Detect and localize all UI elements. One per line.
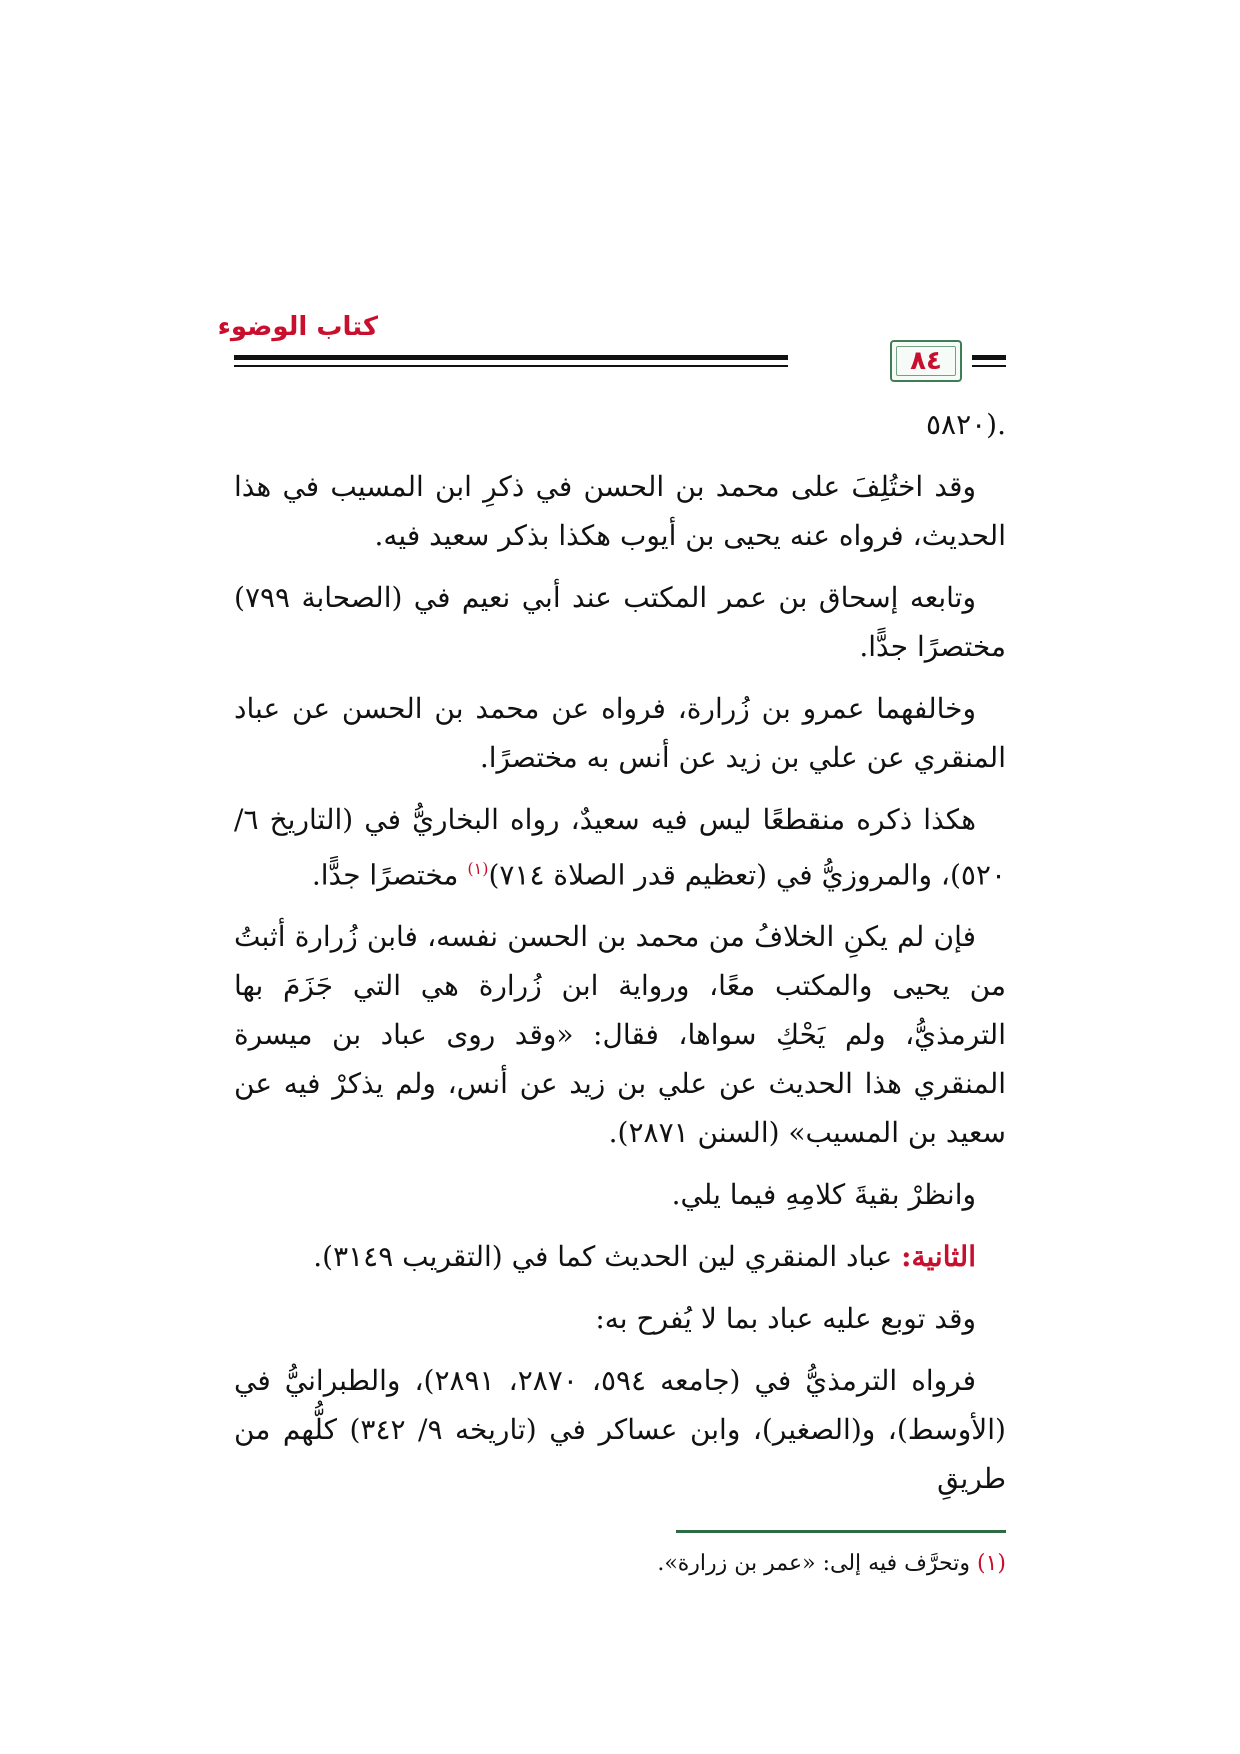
header-rule-thick-right	[972, 355, 1006, 360]
header-rule-thin	[234, 365, 788, 367]
paragraph-with-footnote	[234, 795, 1006, 899]
paragraph: وانظرْ بقيةَ كلامِهِ فيما يلي.	[671, 1178, 976, 1212]
page-number: ٨٤	[910, 346, 942, 376]
footnote-text: وتحرَّف فيه إلى: «عمر بن زرارة».	[657, 1551, 977, 1576]
footnote-number: (١)	[976, 1551, 1006, 1576]
paragraph-text: مختصرًا جدًّا.	[311, 858, 468, 892]
paragraph-text: هكذا ذكره منقطعًا ليس فيه سعيدٌ، رواه البخاريُّ في (التاريخ ٦/ ٥٢٠)، والمروزيُّ في (تعظيم قدر الصلاة ٧١٤)	[234, 803, 1006, 892]
book-title: كتاب الوضوء	[217, 312, 378, 342]
page-number-badge	[890, 340, 962, 382]
main-text	[234, 400, 1006, 1516]
paragraph: فإن لم يكنِ الخلافُ من محمد بن الحسن نفسه، فابن زُرارة أثبتُ من يحيى والمكتب معًا، ورواية ابن زُرارة هي التي جَزَمَ بها الترمذيُّ، ولم يَحْكِ سواها، فقال: «وقد روى عباد بن ميسرة المنقري هذا الحديث عن علي بن زيد عن أنس، ولم يذكرْ فيه عن سعيد بن المسيب» (السنن ٢٨٧١).	[234, 920, 1006, 1150]
paragraph-continuation: .(٥٨٢٠	[926, 408, 1006, 441]
point-text: عباد المنقري لين الحديث كما في (التقريب ٣١٤٩).	[313, 1240, 902, 1274]
header-rule-thick	[234, 355, 788, 360]
second-point	[234, 1232, 1006, 1281]
paragraph: فرواه الترمذيُّ في (جامعه ٥٩٤، ٢٨٧٠، ٢٨٩١)، والطبرانيُّ في (الأوسط)، و(الصغير)، وابن عساكر في (تاريخه ٩/ ٣٤٢) كلُّهم من طريقِ	[234, 1364, 1006, 1496]
footnote	[234, 1546, 1006, 1582]
paragraph: وخالفهما عمرو بن زُرارة، فرواه عن محمد بن الحسن عن عباد المنقري عن علي بن زيد عن أنس به مختصرًا.	[234, 692, 1006, 774]
paragraph: وتابعه إسحاق بن عمر المكتب عند أبي نعيم في (الصحابة ٧٩٩) مختصرًا جدًّا.	[234, 581, 1006, 663]
paragraph: وقد اختُلِفَ على محمد بن الحسن في ذكرِ ابن المسيب في هذا الحديث، فرواه عنه يحيى بن أيوب هكذا بذكر سعيد فيه.	[234, 470, 1006, 552]
point-label: الثانية:	[901, 1240, 976, 1274]
header-rule-thin-right	[972, 365, 1006, 367]
footnote-marker[interactable]: (١)	[467, 859, 489, 878]
paragraph: وقد توبع عليه عباد بما لا يُفرح به:	[595, 1302, 976, 1336]
footnote-divider	[676, 1530, 1006, 1533]
